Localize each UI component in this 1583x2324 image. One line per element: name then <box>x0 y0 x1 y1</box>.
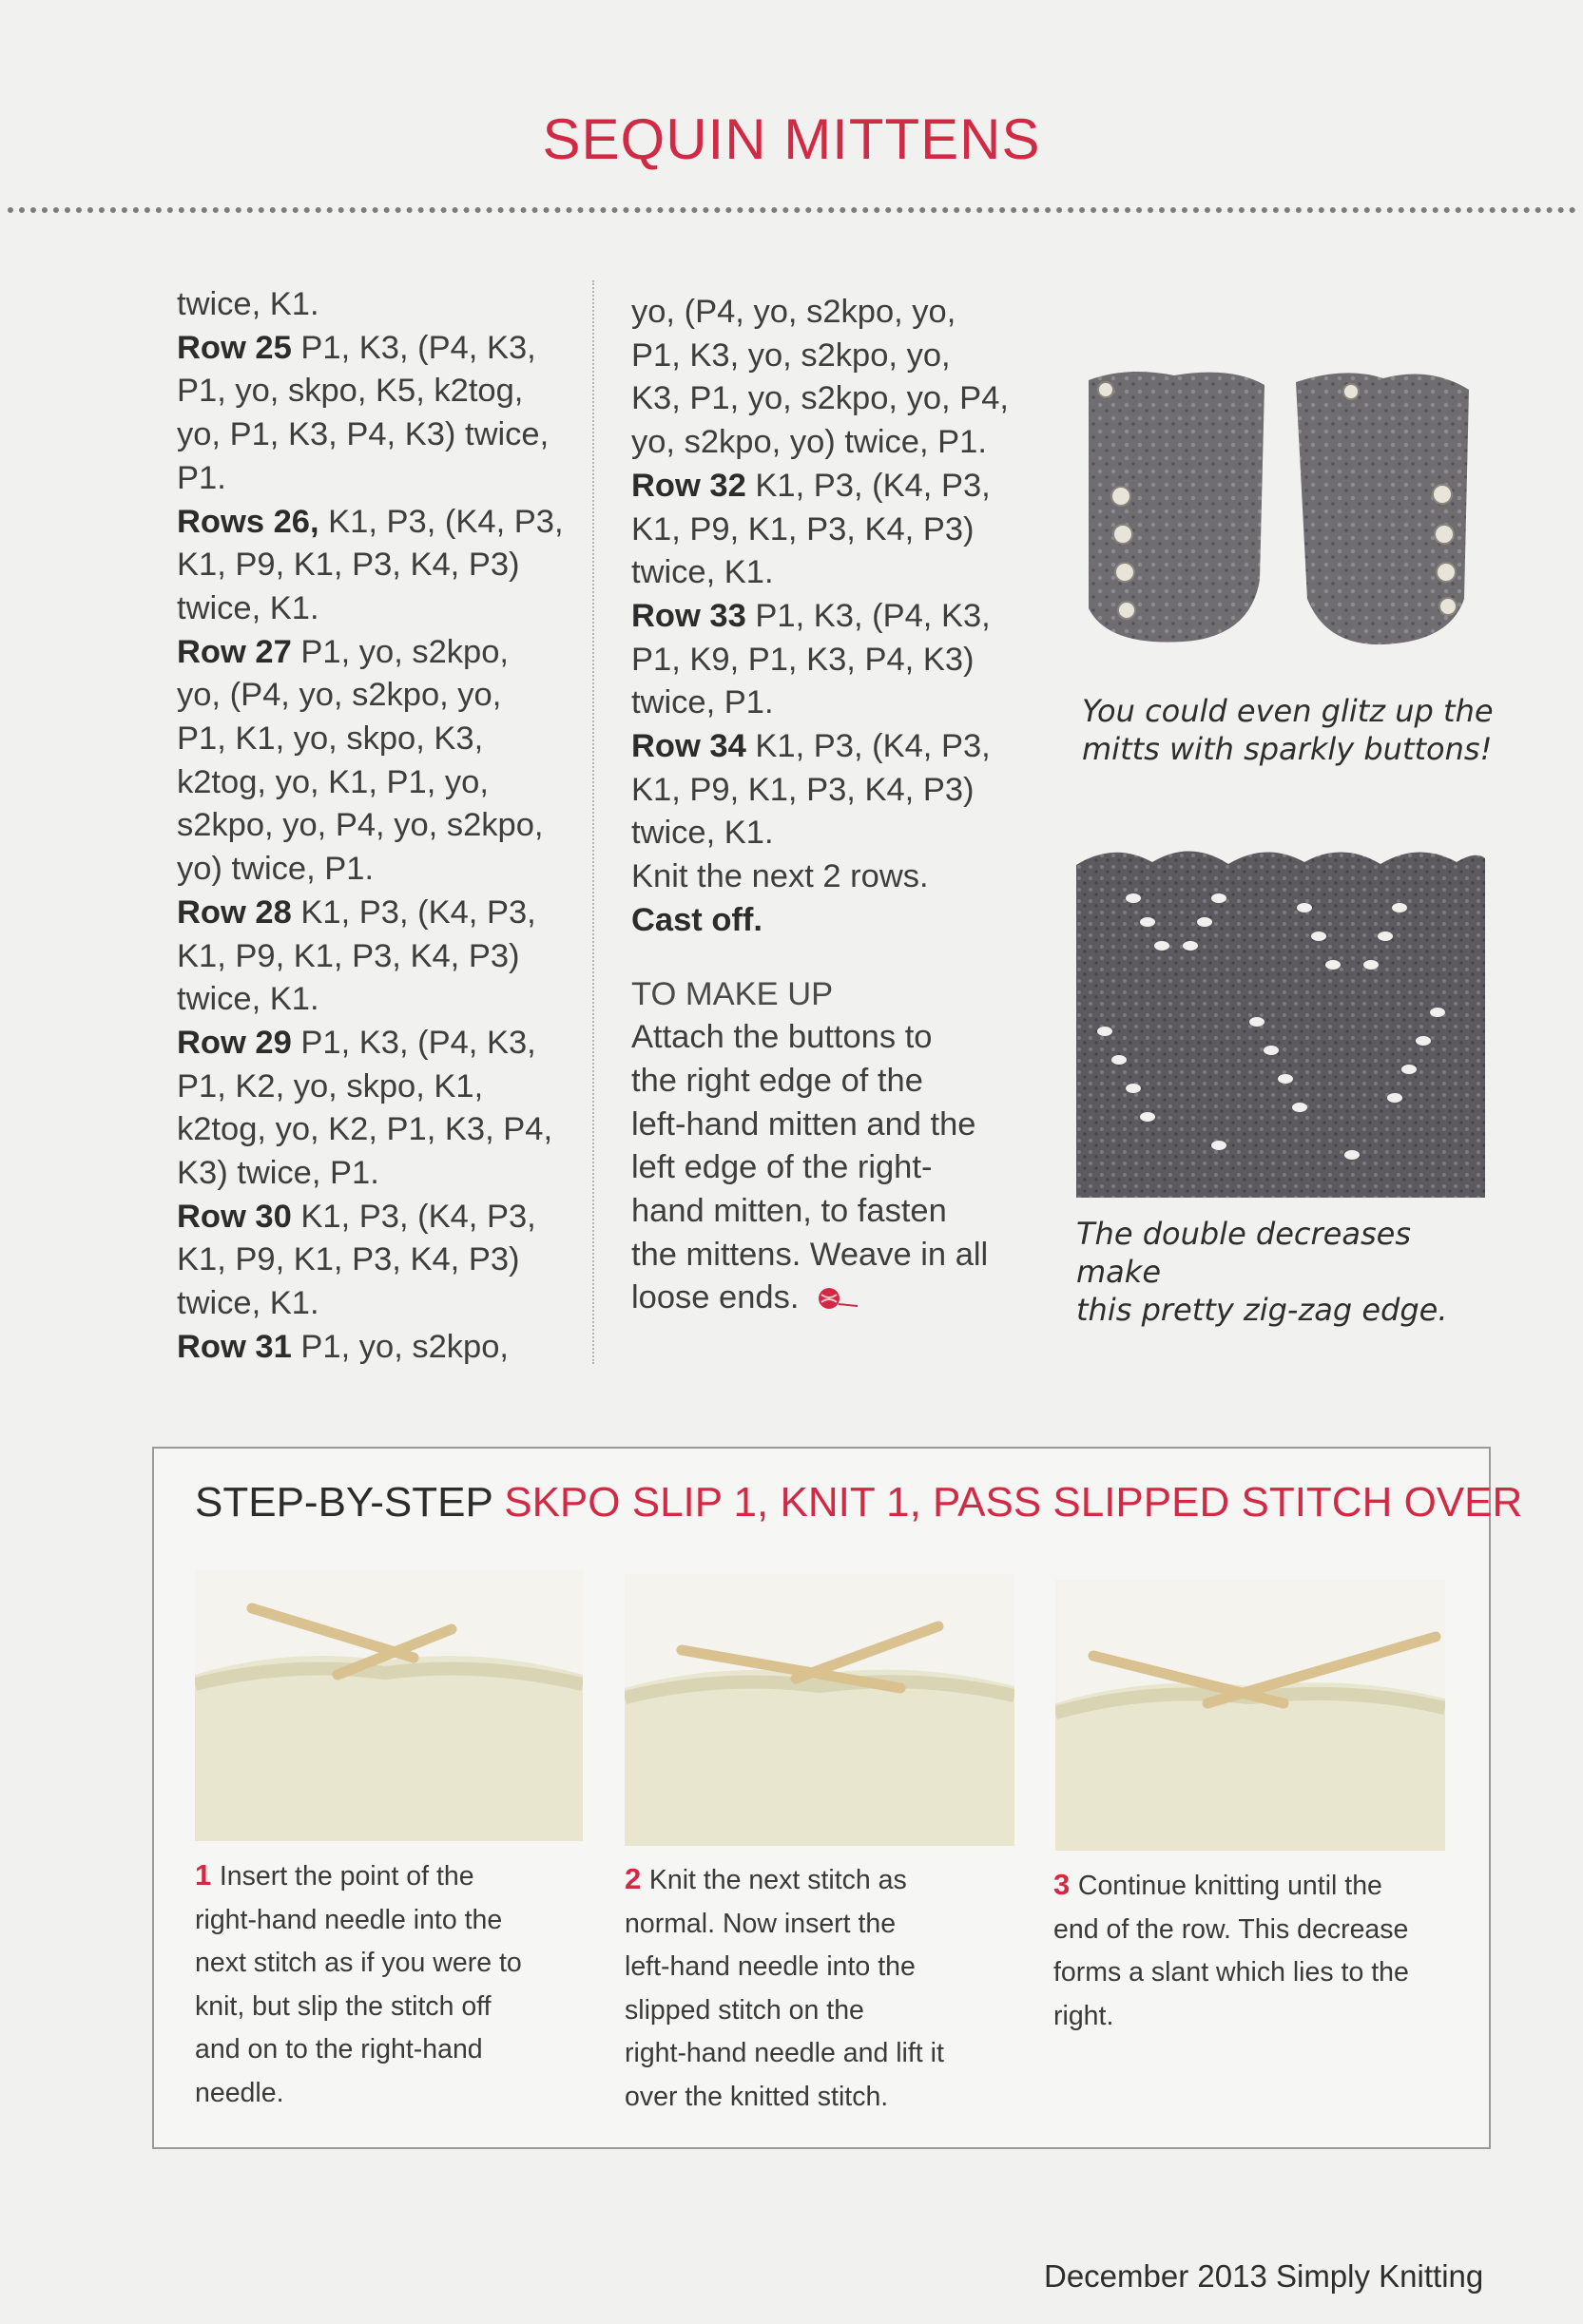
pattern-line <box>631 595 1050 639</box>
row-instruction: yo, (P4, yo, s2kpo, yo, <box>177 677 502 714</box>
row-label: Row 32 <box>631 467 746 504</box>
lace-edge-photo <box>1076 841 1485 1198</box>
row-label: Row 33 <box>631 597 746 634</box>
pattern-line <box>177 544 595 587</box>
make-up-line: the mittens. Weave in all <box>631 1236 989 1273</box>
row-instruction: K1, P3, (K4, P3, <box>319 503 564 540</box>
page-title: SEQUIN MITTENS <box>542 107 1041 171</box>
pattern-line <box>631 812 1050 855</box>
step-1-photo <box>195 1570 583 1841</box>
row-instruction: K1, P3, (K4, P3, <box>291 1198 536 1235</box>
pattern-line <box>177 1196 595 1239</box>
step-line: right-hand needle into the <box>195 1904 503 1935</box>
step-line: and on to the right-hand <box>195 2034 483 2065</box>
row-label: Row 34 <box>631 728 746 765</box>
mittens-photo <box>1070 361 1488 651</box>
step-by-step-title <box>195 1479 1522 1527</box>
row-instruction: Knit the next 2 rows. <box>631 858 929 895</box>
page-footer: December 2013 Simply Knitting <box>1044 2258 1484 2294</box>
pattern-line <box>177 1066 595 1109</box>
row-instruction: twice, P1. <box>631 684 774 721</box>
step-by-step-label: STEP-BY-STEP <box>195 1479 505 1526</box>
yarn-ball-end-icon <box>816 1285 844 1314</box>
step-3-photo <box>1055 1580 1445 1851</box>
row-instruction: P1. <box>177 459 226 496</box>
row-instruction: K1, P3, (K4, P3, <box>745 467 991 504</box>
pattern-column-2 <box>631 291 1050 1320</box>
pattern-line <box>177 457 595 501</box>
pattern-line <box>631 899 1050 943</box>
make-up-line: the right edge of the <box>631 1062 923 1099</box>
row-instruction: twice, K1. <box>177 981 319 1018</box>
pattern-line <box>177 327 595 371</box>
row-label: Rows 26, <box>177 503 319 540</box>
row-instruction: K3, P1, yo, s2kpo, yo, P4, <box>631 380 1009 417</box>
row-instruction: P1, K3, (P4, K3, <box>745 597 991 634</box>
step-line: 2 Knit the next stitch as <box>625 1862 907 1895</box>
row-instruction: K1, P9, K1, P3, K4, P3) <box>631 510 975 547</box>
pattern-line <box>631 769 1050 813</box>
row-instruction: P1, K3, (P4, K3, <box>291 1024 536 1061</box>
row-instruction: yo, P1, K3, P4, K3) twice, <box>177 416 550 453</box>
row-label: Cast off. <box>631 901 763 938</box>
step-by-step-technique: SKPO SLIP 1, KNIT 1, PASS SLIPPED STITCH OVER <box>504 1479 1523 1526</box>
pattern-line <box>631 335 1050 378</box>
row-label: Row 31 <box>177 1328 292 1365</box>
pattern-line <box>631 421 1050 465</box>
pattern-line <box>177 718 595 761</box>
pattern-line <box>177 587 595 631</box>
row-instruction: P1, yo, s2kpo, <box>291 1328 510 1365</box>
step-line: forms a slant which lies to the <box>1053 1957 1409 1988</box>
step-2-text <box>625 1857 1024 2119</box>
row-instruction: P1, K3, yo, s2kpo, yo, <box>631 336 951 374</box>
row-label: Row 27 <box>177 633 292 670</box>
mittens-caption-line-2: mitts with sparkly buttons! <box>1082 731 1493 767</box>
pattern-line <box>177 761 595 805</box>
row-instruction: twice, K1. <box>177 1285 319 1322</box>
row-instruction: P1, K9, P1, K3, P4, K3) <box>631 641 975 678</box>
lace-caption <box>1076 1215 1495 1329</box>
row-instruction: P1, yo, skpo, K5, k2tog, <box>177 373 524 410</box>
step-line: left-hand needle into the <box>625 1951 916 1982</box>
step-line: right. <box>1053 2000 1114 2031</box>
step-number: 2 <box>625 1862 649 1895</box>
step-number: 3 <box>1053 1868 1078 1901</box>
pattern-line <box>177 1239 595 1282</box>
step-line: over the knitted stitch. <box>625 2081 889 2112</box>
pattern-line <box>631 509 1050 552</box>
make-up-line: hand mitten, to fasten <box>631 1193 947 1230</box>
make-up-instructions <box>631 1016 1050 1320</box>
row-instruction: K1, P3, (K4, P3, <box>745 728 991 765</box>
step-line: needle. <box>195 2077 284 2108</box>
row-instruction: yo) twice, P1. <box>177 851 375 888</box>
pattern-line <box>177 370 595 413</box>
make-up-line: left edge of the right- <box>631 1149 933 1186</box>
pattern-line <box>631 682 1050 725</box>
row-instruction: K1, P9, K1, P3, K4, P3) <box>177 1241 520 1278</box>
step-line: next stitch as if you were to <box>195 1948 522 1978</box>
row-instruction: s2kpo, yo, P4, yo, s2kpo, <box>177 807 544 844</box>
row-instruction: k2tog, yo, K1, P1, yo, <box>177 763 489 800</box>
row-instruction: twice, K1. <box>177 286 319 322</box>
pattern-line <box>177 804 595 848</box>
mittens-caption <box>1082 692 1500 768</box>
row-instruction: P1, yo, s2kpo, <box>291 633 510 670</box>
row-instruction: twice, K1. <box>177 589 319 626</box>
pattern-line <box>631 551 1050 595</box>
pattern-line <box>177 1282 595 1326</box>
row-instruction: P1, K2, yo, skpo, K1, <box>177 1067 484 1104</box>
step-line: normal. Now insert the <box>625 1908 897 1939</box>
row-instruction: P1, K3, (P4, K3, <box>291 329 536 366</box>
pattern-line <box>177 892 595 935</box>
step-2-photo <box>625 1574 1014 1846</box>
row-label: Row 29 <box>177 1024 292 1061</box>
pattern-line <box>631 855 1050 899</box>
step-number: 1 <box>195 1858 220 1892</box>
pattern-line <box>177 1022 595 1066</box>
row-instruction: P1, K1, yo, skpo, K3, <box>177 720 484 758</box>
pattern-line <box>631 377 1050 421</box>
pattern-line <box>177 413 595 457</box>
pattern-line <box>177 978 595 1022</box>
row-instruction: twice, K1. <box>631 815 774 852</box>
pattern-line <box>631 639 1050 682</box>
row-instruction: twice, K1. <box>631 554 774 591</box>
row-instruction: K1, P9, K1, P3, K4, P3) <box>177 937 520 974</box>
step-line: knit, but slip the stitch off <box>195 1990 492 2022</box>
pattern-line <box>631 291 1050 335</box>
pattern-line <box>177 1108 595 1152</box>
pattern-line <box>177 631 595 675</box>
header-divider <box>8 207 1576 213</box>
step-3-text <box>1053 1863 1462 2038</box>
pattern-column-1 <box>177 283 595 1370</box>
row-label: Row 28 <box>177 893 292 931</box>
step-line: slipped stitch on the <box>625 1994 864 2026</box>
lace-caption-line-1: The double decreases make <box>1076 1216 1411 1290</box>
step-line: right-hand needle and lift it <box>625 2038 944 2068</box>
pattern-line <box>631 725 1050 769</box>
pattern-line <box>177 283 595 327</box>
step-line: 3 Continue knitting until the <box>1053 1868 1382 1901</box>
step-line: 1 Insert the point of the <box>195 1858 474 1892</box>
make-up-heading: TO MAKE UP <box>631 975 834 1012</box>
make-up-line: Attach the buttons to <box>631 1019 933 1056</box>
step-1-text <box>195 1853 594 2115</box>
pattern-line <box>631 465 1050 509</box>
row-instruction: yo, s2kpo, yo) twice, P1. <box>631 424 987 461</box>
pattern-line <box>177 848 595 892</box>
row-instruction: K1, P9, K1, P3, K4, P3) <box>631 771 975 808</box>
row-instruction: yo, (P4, yo, s2kpo, yo, <box>631 294 956 330</box>
make-up-line: left-hand mitten and the <box>631 1105 976 1143</box>
pattern-line <box>177 1152 595 1196</box>
row-label: Row 30 <box>177 1198 292 1235</box>
pattern-line <box>177 674 595 718</box>
pattern-line <box>177 501 595 545</box>
column-divider <box>592 280 594 1364</box>
pattern-line <box>177 935 595 979</box>
make-up-line: loose ends. <box>631 1277 1050 1320</box>
step-line: end of the row. This decrease <box>1053 1913 1409 1945</box>
row-instruction: K1, P3, (K4, P3, <box>291 893 536 931</box>
row-instruction: K3) twice, P1. <box>177 1155 379 1192</box>
pattern-line <box>177 1326 595 1370</box>
row-label: Row 25 <box>177 329 292 366</box>
row-instruction: k2tog, yo, K2, P1, K3, P4, <box>177 1111 553 1148</box>
lace-caption-line-2: this pretty zig-zag edge. <box>1076 1292 1448 1328</box>
row-instruction: K1, P9, K1, P3, K4, P3) <box>177 547 520 584</box>
mittens-caption-line-1: You could even glitz up the <box>1082 693 1494 729</box>
